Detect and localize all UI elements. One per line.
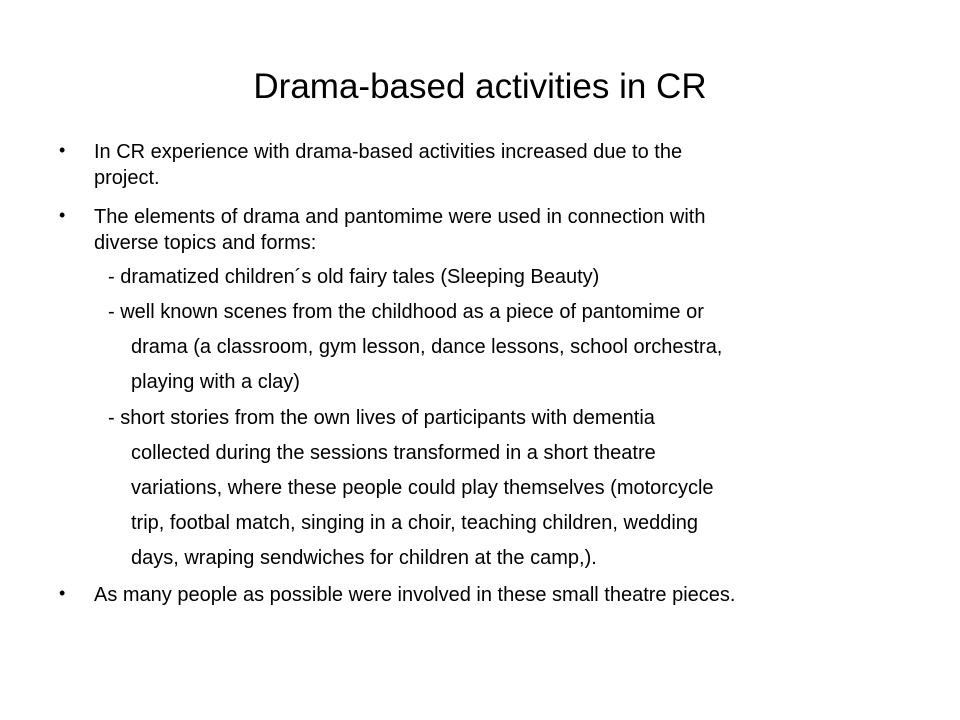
bullet-marker: •	[59, 140, 66, 160]
bullet-2-line-2: diverse topics and forms:	[94, 232, 317, 254]
sub-item-2-line-1: - well known scenes from the childhood as a piece of pantomime or	[108, 301, 704, 323]
sub-item-3-line-3: variations, where these people could play themselves (motorcycle	[131, 477, 714, 499]
sub-item-3-line-4: trip, footbal match, singing in a choir, teaching children, wedding	[131, 512, 699, 534]
bullet-1-line-1: In CR experience with drama-based activities increased due to the	[94, 141, 683, 163]
sub-item-3-line-2: collected during the sessions transformed in a short theatre	[131, 442, 656, 464]
slide-title: Drama-based activities in CR	[253, 67, 707, 106]
sub-item-3-line-5: days, wraping sendwiches for children at the camp,).	[131, 547, 597, 569]
bullet-marker: •	[59, 205, 66, 225]
bullet-3-line-1: As many people as possible were involved in these small theatre pieces.	[94, 584, 736, 606]
sub-item-2-line-3: playing with a clay)	[131, 371, 300, 393]
sub-item-1-line-1: - dramatized children´s old fairy tales (Sleeping Beauty)	[108, 266, 600, 288]
bullet-2-line-1: The elements of drama and pantomime were used in connection with	[94, 206, 706, 228]
bullet-1-line-2: project.	[94, 167, 160, 189]
sub-item-3-line-1: - short stories from the own lives of participants with dementia	[108, 407, 655, 429]
sub-item-2-line-2: drama (a classroom, gym lesson, dance lessons, school orchestra,	[131, 336, 723, 358]
bullet-marker: •	[59, 583, 66, 603]
